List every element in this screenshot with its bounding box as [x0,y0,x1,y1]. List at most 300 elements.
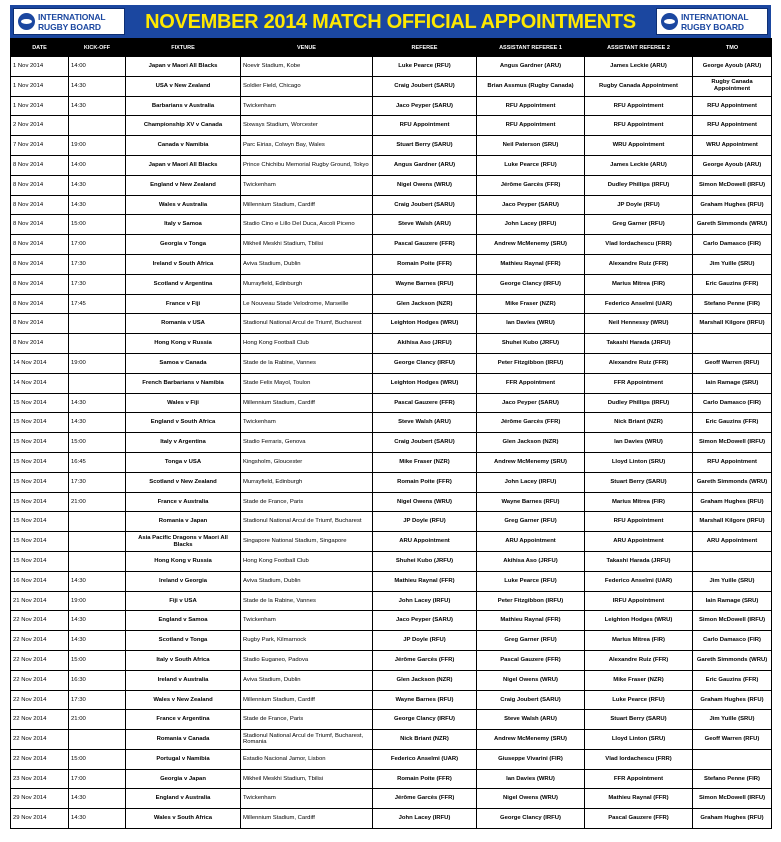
table-row [11,314,772,334]
table-row [11,631,772,651]
cell-fixture: Romania v Canada [126,730,241,750]
table-row [11,809,772,829]
cell-ar2: FFR Appointment [585,373,693,393]
cell-ar1: ARU Appointment [477,532,585,552]
cell-referee: Steve Walsh (ARU) [373,215,477,235]
cell-ar1: Steve Walsh (ARU) [477,710,585,730]
cell-fixture: Ireland v Georgia [126,571,241,591]
cell-fixture: Barbarians v Australia [126,96,241,116]
cell-ar2: Rugby Canada Appointment [585,76,693,96]
appointments-table [10,38,772,829]
cell-kickoff [69,314,126,334]
cell-kickoff: 14:30 [69,413,126,433]
table-row [11,532,772,552]
cell-fixture: Samoa v Canada [126,353,241,373]
cell-date: 29 Nov 2014 [11,789,69,809]
column-header-date: DATE [11,39,69,57]
cell-ar1: George Clancy (IRFU) [477,274,585,294]
cell-ar2: Mike Fraser (NZR) [585,670,693,690]
cell-kickoff [69,551,126,571]
cell-tmo: Carlo Damasco (FIR) [693,393,772,413]
cell-venue: Singapore National Stadium, Singapore [241,532,373,552]
cell-ar2: Takashi Harada (JRFU) [585,551,693,571]
cell-date: 15 Nov 2014 [11,393,69,413]
cell-referee: Luke Pearce (RFU) [373,57,477,77]
cell-tmo: Eric Gauzins (FFR) [693,274,772,294]
table-row [11,690,772,710]
table-row [11,551,772,571]
cell-referee: ARU Appointment [373,532,477,552]
cell-kickoff [69,730,126,750]
cell-ar1: Greg Garner (RFU) [477,512,585,532]
cell-fixture: Scotland v Tonga [126,631,241,651]
cell-kickoff: 14:30 [69,175,126,195]
cell-ar2: Takashi Harada (JRFU) [585,334,693,354]
cell-kickoff: 14:30 [69,195,126,215]
cell-referee: Romain Poite (FFR) [373,254,477,274]
cell-ar2: WRU Appointment [585,136,693,156]
cell-ar1: Mathieu Raynal (FFR) [477,611,585,631]
cell-ar2: Stuart Berry (SARU) [585,710,693,730]
cell-tmo: WRU Appointment [693,136,772,156]
cell-tmo: RFU Appointment [693,116,772,136]
cell-venue: Twickenham [241,175,373,195]
logo-text: INTERNATIONAL RUGBY BOARD [681,12,749,32]
cell-ar1: Luke Pearce (RFU) [477,155,585,175]
cell-ar2: Dudley Phillips (IRFU) [585,175,693,195]
cell-date: 8 Nov 2014 [11,175,69,195]
cell-kickoff: 14:30 [69,76,126,96]
cell-date: 8 Nov 2014 [11,334,69,354]
cell-tmo: Graham Hughes (RFU) [693,690,772,710]
cell-date: 22 Nov 2014 [11,710,69,730]
cell-referee: Shuhei Kubo (JRFU) [373,551,477,571]
cell-ar2: Pascal Gauzere (FFR) [585,809,693,829]
cell-ar2: RFU Appointment [585,116,693,136]
cell-tmo: Simon McDowell (IRFU) [693,611,772,631]
cell-ar2: JP Doyle (RFU) [585,195,693,215]
cell-date: 15 Nov 2014 [11,472,69,492]
cell-kickoff: 14:30 [69,789,126,809]
cell-kickoff: 19:00 [69,591,126,611]
cell-date: 7 Nov 2014 [11,136,69,156]
cell-ar1: Pascal Gauzere (FFR) [477,650,585,670]
cell-ar2: Vlad Iordachescu (FRR) [585,749,693,769]
cell-ar1: Jaco Peyper (SARU) [477,195,585,215]
cell-tmo: Graham Hughes (RFU) [693,492,772,512]
cell-referee: Stuart Berry (SARU) [373,136,477,156]
table-row [11,749,772,769]
cell-venue: Hong Kong Football Club [241,551,373,571]
cell-ar1: Jérôme Garcès (FFR) [477,413,585,433]
cell-ar1: Peter Fitzgibbon (IRFU) [477,353,585,373]
cell-venue: Kingsholm, Gloucester [241,452,373,472]
table-row [11,789,772,809]
cell-tmo: RFU Appointment [693,452,772,472]
cell-venue: Stadionul National Arcul de Triumf, Bucharest, Romania [241,730,373,750]
cell-venue: Murrayfield, Edinburgh [241,274,373,294]
cell-date: 15 Nov 2014 [11,512,69,532]
cell-date: 8 Nov 2014 [11,274,69,294]
cell-ar2: Lloyd Linton (SRU) [585,730,693,750]
cell-tmo [693,551,772,571]
cell-kickoff: 14:30 [69,611,126,631]
cell-referee: Jaco Peyper (SARU) [373,96,477,116]
table-row [11,769,772,789]
cell-venue: Hong Kong Football Club [241,334,373,354]
cell-venue: Aviva Stadium, Dublin [241,254,373,274]
cell-ar2: Ian Davies (WRU) [585,433,693,453]
cell-referee: Craig Joubert (SARU) [373,76,477,96]
cell-fixture: Scotland v Argentina [126,274,241,294]
table-row [11,116,772,136]
cell-date: 1 Nov 2014 [11,76,69,96]
cell-date: 15 Nov 2014 [11,413,69,433]
cell-kickoff: 21:00 [69,492,126,512]
cell-tmo: Carlo Damasco (FIR) [693,235,772,255]
cell-kickoff: 14:00 [69,57,126,77]
cell-date: 8 Nov 2014 [11,314,69,334]
cell-fixture: Hong Kong v Russia [126,551,241,571]
irb-logo-left [13,8,125,35]
cell-ar1: Wayne Barnes (RFU) [477,492,585,512]
cell-tmo: George Ayoub (ARU) [693,155,772,175]
cell-referee: Pascal Gauzere (FFR) [373,235,477,255]
cell-ar1: Mathieu Raynal (FFR) [477,254,585,274]
cell-kickoff: 14:30 [69,571,126,591]
cell-fixture: Wales v New Zealand [126,690,241,710]
table-row [11,591,772,611]
cell-ar1: George Clancy (IRFU) [477,809,585,829]
table-row [11,155,772,175]
cell-fixture: England v South Africa [126,413,241,433]
cell-fixture: Hong Kong v Russia [126,334,241,354]
cell-kickoff: 14:00 [69,155,126,175]
column-header-referee: REFEREE [373,39,477,57]
cell-referee: Wayne Barnes (RFU) [373,274,477,294]
cell-ar1: Andrew McMenemy (SRU) [477,235,585,255]
column-header-assistant-referee-1: ASSISTANT REFEREE 1 [477,39,585,57]
cell-tmo: Simon McDowell (IRFU) [693,175,772,195]
cell-ar2: Federico Anselmi (UAR) [585,294,693,314]
cell-date: 1 Nov 2014 [11,96,69,116]
table-row [11,235,772,255]
cell-date: 8 Nov 2014 [11,254,69,274]
cell-ar2: Luke Pearce (RFU) [585,690,693,710]
rugby-ball-icon [18,13,35,30]
cell-referee: Federico Anselmi (UAR) [373,749,477,769]
cell-tmo: Jim Yuille (SRU) [693,254,772,274]
cell-ar2: Alexandre Ruiz (FFR) [585,254,693,274]
cell-ar1: Giuseppe Vivarini (FIR) [477,749,585,769]
cell-ar2: Marius Mitrea (FIR) [585,274,693,294]
cell-ar1: Ian Davies (WRU) [477,314,585,334]
cell-ar1: Mike Fraser (NZR) [477,294,585,314]
cell-kickoff [69,532,126,552]
cell-kickoff: 16:45 [69,452,126,472]
cell-venue: Millennium Stadium, Cardiff [241,690,373,710]
cell-venue: Twickenham [241,789,373,809]
cell-kickoff: 19:00 [69,353,126,373]
cell-fixture: France v Fiji [126,294,241,314]
cell-ar2: Mathieu Raynal (FFR) [585,789,693,809]
cell-ar2: Dudley Phillips (IRFU) [585,393,693,413]
cell-kickoff: 17:00 [69,235,126,255]
cell-venue: Stadio Cino e Lillo Del Duca, Ascoli Piceno [241,215,373,235]
cell-ar1: Shuhei Kubo (JRFU) [477,334,585,354]
cell-kickoff: 15:00 [69,433,126,453]
cell-referee: Pascal Gauzere (FFR) [373,393,477,413]
cell-referee: Akihisa Aso (JRFU) [373,334,477,354]
cell-fixture: Portugal v Namibia [126,749,241,769]
cell-venue: Le Nouveau Stade Velodrome, Marseille [241,294,373,314]
table-row [11,373,772,393]
cell-referee: JP Doyle (RFU) [373,631,477,651]
table-row [11,393,772,413]
cell-tmo [693,334,772,354]
cell-tmo: Carlo Damasco (FIR) [693,631,772,651]
cell-fixture: Tonga v USA [126,452,241,472]
cell-kickoff: 17:30 [69,254,126,274]
cell-kickoff: 19:00 [69,136,126,156]
cell-ar2: Leighton Hodges (WRU) [585,611,693,631]
cell-referee: Jaco Peyper (SARU) [373,611,477,631]
cell-ar1: Jérôme Garcès (FFR) [477,175,585,195]
cell-fixture: Canada v Namibia [126,136,241,156]
cell-venue: Soldier Field, Chicago [241,76,373,96]
cell-tmo: Eric Gauzins (FFR) [693,670,772,690]
cell-referee: Nick Briant (NZR) [373,730,477,750]
cell-tmo: Rugby Canada Appointment [693,76,772,96]
cell-venue: Stadionul National Arcul de Triumf, Bucharest [241,314,373,334]
table-row [11,294,772,314]
table-row [11,215,772,235]
cell-referee: Jérôme Garcès (FFR) [373,789,477,809]
cell-ar1: Glen Jackson (NZR) [477,433,585,453]
table-row [11,472,772,492]
cell-kickoff: 15:00 [69,749,126,769]
cell-venue: Millennium Stadium, Cardiff [241,393,373,413]
irb-logo-right [656,8,768,35]
cell-kickoff: 14:30 [69,631,126,651]
cell-venue: Twickenham [241,96,373,116]
cell-referee: Nigel Owens (WRU) [373,492,477,512]
cell-ar1: FFR Appointment [477,373,585,393]
cell-referee: Glen Jackson (NZR) [373,670,477,690]
cell-ar1: Nigel Owens (WRU) [477,670,585,690]
cell-kickoff: 17:30 [69,274,126,294]
cell-date: 23 Nov 2014 [11,769,69,789]
cell-referee: Angus Gardner (ARU) [373,155,477,175]
cell-referee: Craig Joubert (SARU) [373,433,477,453]
cell-venue: Stadio Euganeo, Padova [241,650,373,670]
cell-referee: Nigel Owens (WRU) [373,175,477,195]
cell-referee: Leighton Hodges (WRU) [373,373,477,393]
cell-date: 15 Nov 2014 [11,433,69,453]
cell-kickoff [69,334,126,354]
cell-tmo: Geoff Warren (RFU) [693,353,772,373]
cell-date: 29 Nov 2014 [11,809,69,829]
cell-ar2: Neil Hennessy (WRU) [585,314,693,334]
cell-tmo: George Ayoub (ARU) [693,57,772,77]
table-row [11,650,772,670]
cell-venue: Stade de la Rabine, Vannes [241,353,373,373]
cell-ar2: Vlad Iordachescu (FRR) [585,235,693,255]
cell-venue: Twickenham [241,413,373,433]
cell-ar2: Nick Briant (NZR) [585,413,693,433]
cell-referee: Romain Poite (FFR) [373,769,477,789]
cell-fixture: Georgia v Tonga [126,235,241,255]
cell-tmo: Marshall Kilgore (IRFU) [693,314,772,334]
cell-date: 22 Nov 2014 [11,611,69,631]
cell-ar2: Marius Mitrea (FIR) [585,492,693,512]
table-row [11,175,772,195]
cell-tmo: Iain Ramage (SRU) [693,373,772,393]
cell-ar1: John Lacey (IRFU) [477,215,585,235]
cell-tmo: Stefano Penne (FIR) [693,294,772,314]
cell-tmo: Graham Hughes (RFU) [693,195,772,215]
column-header-kickoff: KICK-OFF [69,39,126,57]
cell-ar2: Stuart Berry (SARU) [585,472,693,492]
cell-fixture: Wales v Australia [126,195,241,215]
cell-venue: Stadio Ferraris, Genova [241,433,373,453]
column-header-fixture: FIXTURE [126,39,241,57]
cell-ar2: James Leckie (ARU) [585,57,693,77]
cell-fixture: Romania v USA [126,314,241,334]
cell-ar2: FFR Appointment [585,769,693,789]
cell-ar1: Nigel Owens (WRU) [477,789,585,809]
cell-tmo: Iain Ramage (SRU) [693,591,772,611]
cell-venue: Stade Felix Mayol, Toulon [241,373,373,393]
cell-tmo: Graham Hughes (RFU) [693,809,772,829]
cell-fixture: Fiji v USA [126,591,241,611]
table-row [11,571,772,591]
cell-venue: Stadionul National Arcul de Triumf, Bucharest [241,512,373,532]
cell-date: 22 Nov 2014 [11,690,69,710]
cell-referee: John Lacey (IRFU) [373,809,477,829]
cell-tmo: Marshall Kilgore (IRFU) [693,512,772,532]
cell-date: 8 Nov 2014 [11,195,69,215]
table-row [11,254,772,274]
cell-venue: Aviva Stadium, Dublin [241,571,373,591]
cell-kickoff: 16:30 [69,670,126,690]
cell-fixture: Wales v South Africa [126,809,241,829]
cell-venue: Sixways Stadium, Worcester [241,116,373,136]
cell-tmo: Jim Yuille (SRU) [693,710,772,730]
cell-tmo: Stefano Penne (FIR) [693,769,772,789]
cell-fixture: Italy v South Africa [126,650,241,670]
cell-kickoff: 17:30 [69,472,126,492]
cell-venue: Aviva Stadium, Dublin [241,670,373,690]
cell-venue: Estadio Nacional Jamor, Lisbon [241,749,373,769]
title-banner [10,5,771,38]
cell-fixture: USA v New Zealand [126,76,241,96]
cell-referee: JP Doyle (RFU) [373,512,477,532]
table-row [11,195,772,215]
cell-venue: Millennium Stadium, Cardiff [241,195,373,215]
cell-venue: Murrayfield, Edinburgh [241,472,373,492]
table-row [11,136,772,156]
cell-date: 8 Nov 2014 [11,294,69,314]
cell-date: 15 Nov 2014 [11,492,69,512]
cell-kickoff: 17:30 [69,690,126,710]
cell-ar1: Brian Assmus (Rugby Canada) [477,76,585,96]
cell-referee: Glen Jackson (NZR) [373,294,477,314]
cell-kickoff: 17:45 [69,294,126,314]
cell-date: 8 Nov 2014 [11,215,69,235]
cell-venue: Parc Eirias, Colwyn Bay, Wales [241,136,373,156]
cell-date: 22 Nov 2014 [11,631,69,651]
cell-kickoff [69,373,126,393]
cell-ar2: Lloyd Linton (SRU) [585,452,693,472]
cell-venue: Stade de la Rabine, Vannes [241,591,373,611]
cell-venue: Noevir Stadium, Kobe [241,57,373,77]
cell-ar2: Alexandre Ruiz (FFR) [585,353,693,373]
table-row [11,730,772,750]
cell-fixture: Japan v Maori All Blacks [126,155,241,175]
cell-venue: Stade de France, Paris [241,492,373,512]
cell-referee: Steve Walsh (ARU) [373,413,477,433]
cell-referee: Mathieu Raynal (FFR) [373,571,477,591]
table-row [11,274,772,294]
cell-ar1: Neil Paterson (SRU) [477,136,585,156]
cell-kickoff: 14:30 [69,96,126,116]
cell-kickoff [69,116,126,136]
cell-venue: Mikheil Meskhi Stadium, Tbilisi [241,769,373,789]
header-row [11,39,772,57]
cell-fixture: Ireland v Australia [126,670,241,690]
cell-referee: George Clancy (IRFU) [373,353,477,373]
cell-date: 22 Nov 2014 [11,749,69,769]
cell-referee: Wayne Barnes (RFU) [373,690,477,710]
cell-fixture: Japan v Maori All Blacks [126,57,241,77]
cell-ar1: Peter Fitzgibbon (IRFU) [477,591,585,611]
cell-ar2: James Leckie (ARU) [585,155,693,175]
cell-ar1: Craig Joubert (SARU) [477,690,585,710]
cell-referee: Leighton Hodges (WRU) [373,314,477,334]
table-row [11,334,772,354]
cell-date: 8 Nov 2014 [11,235,69,255]
cell-tmo: Simon McDowell (IRFU) [693,433,772,453]
cell-referee: Mike Fraser (NZR) [373,452,477,472]
cell-fixture: Wales v Fiji [126,393,241,413]
cell-fixture: England v Australia [126,789,241,809]
rugby-ball-icon [661,13,678,30]
cell-date: 16 Nov 2014 [11,571,69,591]
cell-ar1: John Lacey (IRFU) [477,472,585,492]
cell-kickoff [69,512,126,532]
cell-tmo: RFU Appointment [693,96,772,116]
table-row [11,57,772,77]
cell-kickoff: 14:30 [69,393,126,413]
cell-date: 15 Nov 2014 [11,452,69,472]
cell-venue: Millennium Stadium, Cardiff [241,809,373,829]
column-header-assistant-referee-2: ASSISTANT REFEREE 2 [585,39,693,57]
cell-ar1: Greg Garner (RFU) [477,631,585,651]
cell-date: 22 Nov 2014 [11,650,69,670]
cell-tmo: Gareth Simmonds (WRU) [693,650,772,670]
cell-tmo: Simon McDowell (IRFU) [693,789,772,809]
cell-tmo: ARU Appointment [693,532,772,552]
cell-date: 15 Nov 2014 [11,532,69,552]
cell-fixture: Romania v Japan [126,512,241,532]
cell-fixture: France v Argentina [126,710,241,730]
cell-ar1: Ian Davies (WRU) [477,769,585,789]
cell-tmo: Geoff Warren (RFU) [693,730,772,750]
cell-ar2: ARU Appointment [585,532,693,552]
column-header-venue: VENUE [241,39,373,57]
table-row [11,76,772,96]
